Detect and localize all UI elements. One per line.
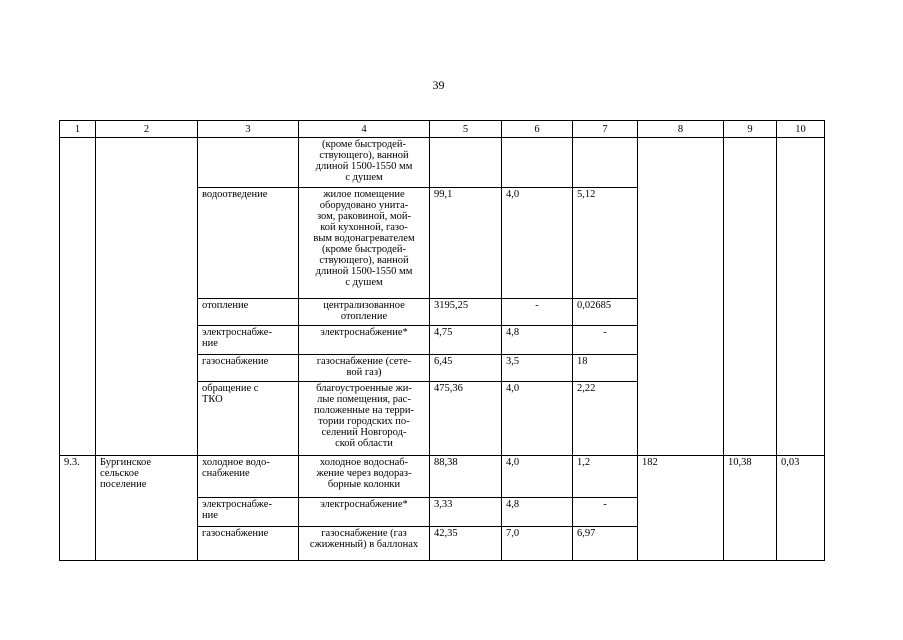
value-cell: 99,1	[430, 188, 502, 299]
page-number: 39	[432, 78, 445, 92]
service-cell: электроснабже- ние	[198, 326, 299, 355]
description-cell: благоустроенные жи- лые помещения, рас- положенные на терри- тории городских по- селений Новгород- ской области	[299, 382, 430, 456]
value-cell: 0,02685	[573, 299, 638, 326]
cell-empty	[777, 138, 825, 456]
value-cell: -	[502, 299, 573, 326]
value-cell: 1,2	[573, 456, 638, 498]
value-cell: 3195,25	[430, 299, 502, 326]
service-cell: газоснабжение	[198, 355, 299, 382]
header-cell: 6	[502, 121, 573, 138]
service-cell: отопление	[198, 299, 299, 326]
value-cell: 4,0	[502, 456, 573, 498]
value-cell: 3,5	[502, 355, 573, 382]
header-cell: 3	[198, 121, 299, 138]
value-cell: 4,8	[502, 498, 573, 527]
header-cell: 7	[573, 121, 638, 138]
value-cell	[430, 138, 502, 188]
description-cell: централизованное отопление	[299, 299, 430, 326]
header-cell: 2	[96, 121, 198, 138]
description-cell	[299, 138, 430, 188]
service-cell: газоснабжение	[198, 527, 299, 561]
service-cell: холодное водо- снабжение	[198, 456, 299, 498]
service-cell: обращение с ТКО	[198, 382, 299, 456]
header-cell: 5	[430, 121, 502, 138]
value-cell: 475,36	[430, 382, 502, 456]
header-cell: 10	[777, 121, 825, 138]
service-cell: водоотведение	[198, 188, 299, 299]
value-cell: 88,38	[430, 456, 502, 498]
cell-empty	[60, 138, 96, 456]
tariff-table	[59, 120, 825, 561]
service-cell: электроснабже- ние	[198, 498, 299, 527]
header-cell: 9	[724, 121, 777, 138]
value-cell: 4,8	[502, 326, 573, 355]
row-number-cell: 9.3.	[60, 456, 96, 561]
value-cell: 4,0	[502, 382, 573, 456]
settlement-cell: Бургинское сельское поселение	[96, 456, 198, 561]
cell-empty	[724, 138, 777, 456]
value-cell: -	[573, 326, 638, 355]
description-cell: электроснабжение*	[299, 326, 430, 355]
value-cell	[502, 138, 573, 188]
value-cell: -	[573, 498, 638, 527]
value-cell	[573, 138, 638, 188]
value-cell: 5,12	[573, 188, 638, 299]
description-cell: газоснабжение (сете- вой газ)	[299, 355, 430, 382]
description-cell: жилое помещение оборудовано унита- зом, раковиной, мой- кой кухонной, газо- вым водонагревателем (кроме быстродей- ствующего), ванной длиной 1500-1550 мм с душем	[299, 188, 430, 299]
value-cell: 2,22	[573, 382, 638, 456]
header-cell: 1	[60, 121, 96, 138]
table-row	[60, 456, 825, 498]
value-cell: 0,03	[777, 456, 825, 561]
header-cell: 8	[638, 121, 724, 138]
value-cell: 3,33	[430, 498, 502, 527]
value-cell: 7,0	[502, 527, 573, 561]
value-cell: 18	[573, 355, 638, 382]
value-cell: 4,75	[430, 326, 502, 355]
service-cell	[198, 138, 299, 188]
description-cell: холодное водоснаб- жение через водораз- борные колонки	[299, 456, 430, 498]
cell-empty	[638, 138, 724, 456]
description-cell: газоснабжение (газ сжиженный) в баллонах	[299, 527, 430, 561]
description-cell: электроснабжение*	[299, 498, 430, 527]
value-cell: 182	[638, 456, 724, 561]
header-row	[60, 121, 825, 138]
value-cell: 4,0	[502, 188, 573, 299]
value-cell: 6,97	[573, 527, 638, 561]
value-cell: 10,38	[724, 456, 777, 561]
value-cell: 6,45	[430, 355, 502, 382]
table-row	[60, 138, 825, 188]
cell-empty	[96, 138, 198, 456]
header-cell: 4	[299, 121, 430, 138]
description-text: (кроме быстродей- ствующего), ванной длиной 1500-1550 мм с душем	[315, 139, 413, 183]
value-cell: 42,35	[430, 527, 502, 561]
